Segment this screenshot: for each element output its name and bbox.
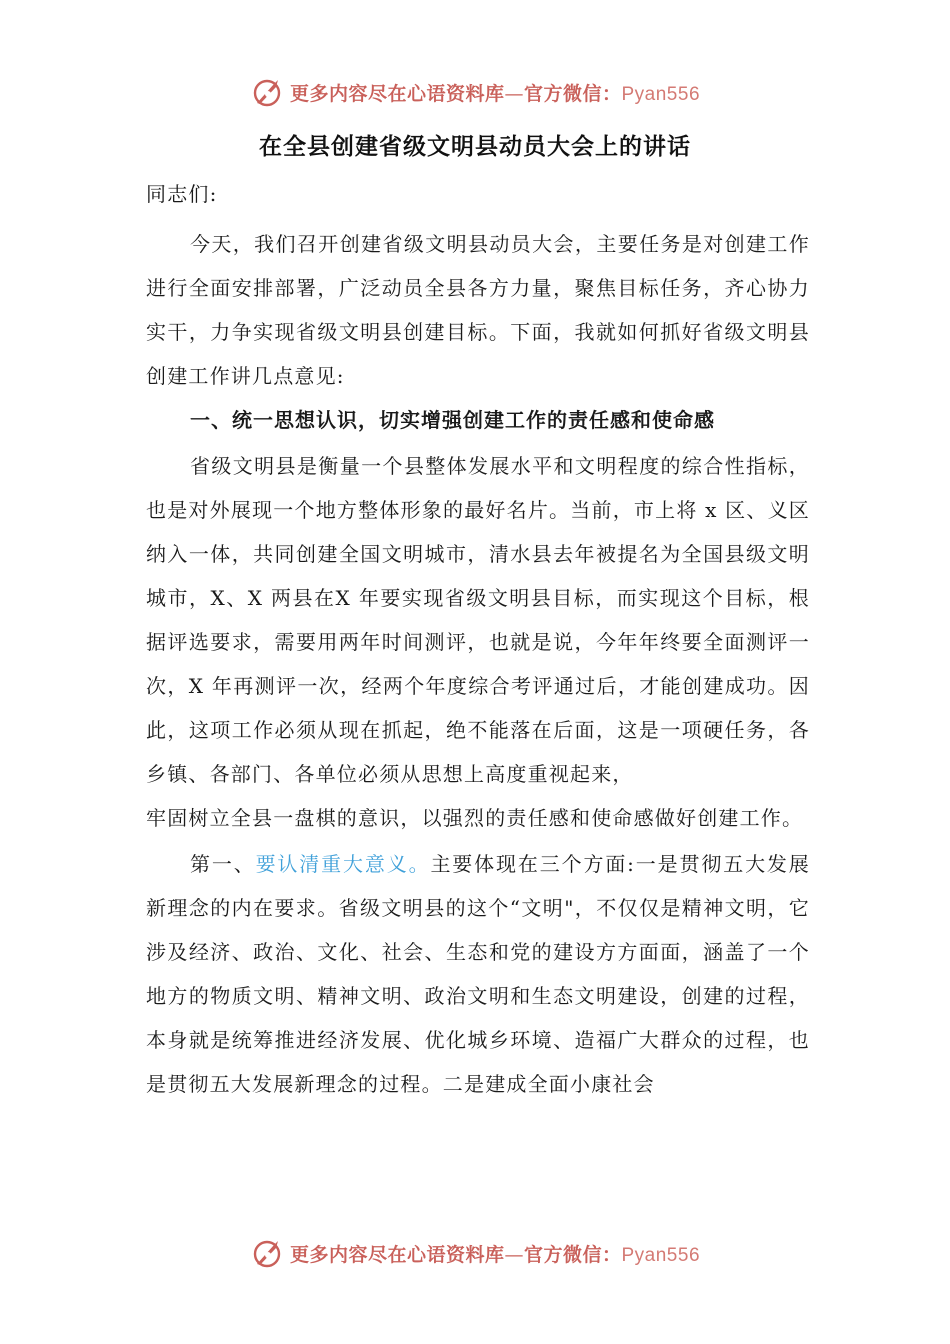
salutation: 同志们: bbox=[146, 182, 218, 206]
watermark-text bbox=[290, 1240, 700, 1267]
pen-circle-logo-icon bbox=[250, 1236, 284, 1270]
watermark-text bbox=[290, 79, 700, 106]
watermark-wechat-label: 官方微信： bbox=[523, 82, 622, 105]
intro-paragraph: 今天，我们召开创建省级文明县动员大会，主要任务是对创建工作进行全面安排部署，广泛动员全县各方力量，聚焦目标任务，齐心协力实干，力争实现省级文明县创建目标。下面，我就如何抓好省级文明县创建工作讲几点意见: bbox=[146, 232, 810, 388]
first-point-paragraph bbox=[146, 842, 810, 1106]
pen-circle-logo-icon bbox=[250, 75, 284, 109]
watermark-separator: — bbox=[504, 82, 524, 105]
watermark-wechat-label: 官方微信： bbox=[523, 1243, 622, 1266]
section-1-paragraph bbox=[146, 444, 810, 840]
section-1-paragraph-part-2: 牢固树立全县一盘棋的意识，以强烈的责任感和使命感做好创建工作。 bbox=[146, 806, 804, 830]
section-1-paragraph-part-1: 省级文明县是衡量一个县整体发展水平和文明程度的综合性指标，也是对外展现一个地方整体形象的最好名片。当前，市上将 x 区、义区纳入一体，共同创建全国文明城市，清水县去年被提名为全国县级文明城市，X、X 两县在X 年要实现省级文明县目标，而实现这个目标，根据评选要求，需要用两年时间测评，也就是说，今年年终要全面测评一次，X 年再测评一次，经两个年度综合考评通过后，才能创建成功。因此，这项工作必须从现在抓起，绝不能落在后面，这是一项硬任务，各乡镇、各部门、各单位必须从思想上高度重视起来， bbox=[146, 454, 810, 786]
header-watermark bbox=[0, 72, 950, 112]
watermark-separator: — bbox=[504, 1243, 524, 1266]
footer-watermark bbox=[0, 1233, 950, 1273]
first-point-text: 主要体现在三个方面:一是贯彻五大发展新理念的内在要求。省级文明县的这个“文明"，不仅仅是精神文明，它涉及经济、政治、文化、社会、生态和党的建设方方面面，涵盖了一个地方的物质文明、精神文明、政治文明和生态文明建设，创建的过程，本身就是统筹推进经济发展、优化城乡环境、造福广大群众的过程，也是贯彻五大发展新理念的过程。二是建成全面小康社会 bbox=[146, 852, 810, 1096]
watermark-wechat-id: Pyan556 bbox=[621, 1244, 701, 1266]
watermark-wechat-id: Pyan556 bbox=[621, 83, 701, 105]
section-1-heading: 一、统一思想认识，切实增强创建工作的责任感和使命感 bbox=[190, 408, 715, 432]
watermark-brand: 更多内容尽在心语资料库 bbox=[289, 82, 505, 105]
watermark-brand: 更多内容尽在心语资料库 bbox=[289, 1243, 505, 1266]
document-title: 在全县创建省级文明县动员大会上的讲话 bbox=[259, 133, 691, 160]
first-point-prefix: 第一、 bbox=[190, 852, 256, 876]
first-point-highlight: 要认清重大意义。 bbox=[255, 852, 431, 876]
